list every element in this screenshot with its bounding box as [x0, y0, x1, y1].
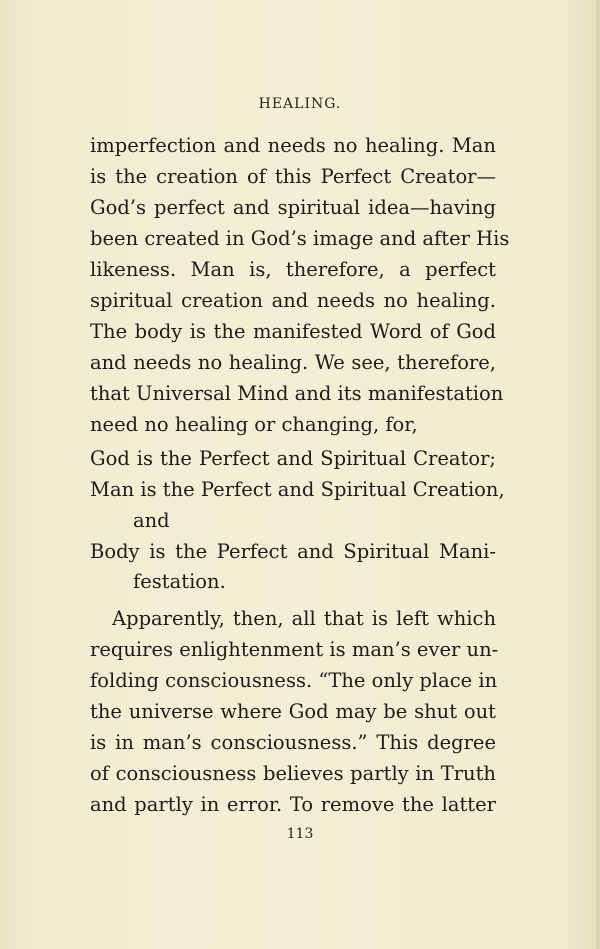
text-line: and partly in error. To remove the latter — [90, 793, 496, 816]
text-line: Apparently, then, all that is left which — [112, 607, 496, 630]
text-line: likeness. Man is, therefore, a perfect — [90, 258, 496, 281]
text-line: need no healing or changing, for, — [90, 413, 418, 436]
page-edge — [596, 0, 600, 949]
text-line: and — [133, 509, 170, 532]
page-number: 113 — [286, 826, 314, 842]
text-line: the universe where God may be shut out — [90, 700, 496, 723]
text-line: God’s perfect and spiritual idea—having — [90, 196, 496, 219]
text-line: God is the Perfect and Spiritual Creator; — [90, 447, 496, 470]
running-head: HEALING. — [258, 96, 342, 112]
text-line: festation. — [133, 570, 226, 593]
text-line: is in man’s consciousness.” This degree — [90, 731, 496, 754]
text-line: imperfection and needs no healing. Man — [90, 134, 496, 157]
text-line: been created in God’s image and after His — [90, 227, 510, 250]
text-line: is the creation of this Perfect Creator— — [90, 165, 496, 188]
text-line: and needs no healing. We see, therefore, — [90, 351, 496, 374]
text-line: that Universal Mind and its manifestation — [90, 382, 504, 405]
text-line: of consciousness believes partly in Truth — [90, 762, 496, 785]
text-line: Body is the Perfect and Spiritual Mani- — [90, 540, 496, 563]
text-line: folding consciousness. “The only place in — [90, 669, 498, 692]
text-line: requires enlightenment is man’s ever un- — [90, 638, 499, 661]
text-line: The body is the manifested Word of God — [90, 320, 496, 343]
text-line: spiritual creation and needs no healing. — [90, 289, 496, 312]
text-line: Man is the Perfect and Spiritual Creation, — [90, 478, 505, 501]
